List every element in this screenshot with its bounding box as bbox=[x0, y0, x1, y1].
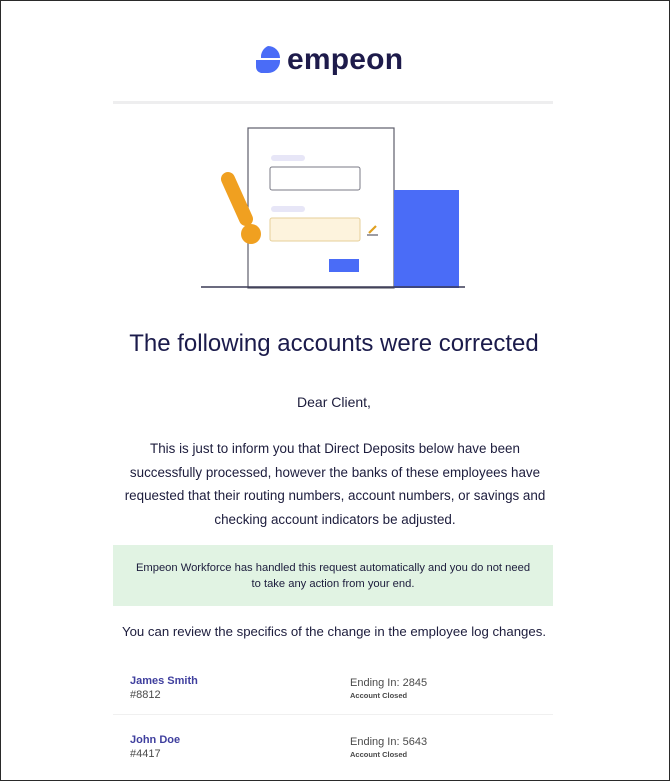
greeting: Dear Client, bbox=[297, 394, 371, 410]
empeon-logo-icon bbox=[255, 45, 281, 75]
row-divider bbox=[113, 714, 553, 715]
blue-block bbox=[394, 190, 459, 288]
account-status: Account Closed bbox=[350, 691, 408, 700]
form-label-line-1 bbox=[271, 155, 305, 161]
form-label-line-2 bbox=[271, 206, 305, 212]
account-ending: Ending In: 2845 bbox=[350, 677, 428, 689]
form-input-2 bbox=[270, 218, 360, 241]
account-ending: Ending In: 5643 bbox=[350, 736, 428, 748]
account-status: Account Closed bbox=[350, 750, 408, 759]
form-card bbox=[248, 128, 394, 288]
notice-text: Empeon Workforce has handled this request automatically and you do not need to take any action from your end. bbox=[135, 561, 531, 590]
brand-name: empeon bbox=[287, 43, 404, 76]
review-text: You can review the specifics of the change in the employee log changes. bbox=[122, 624, 546, 639]
employee-number: #8812 bbox=[130, 689, 161, 701]
form-input-1 bbox=[270, 167, 360, 190]
header-divider bbox=[113, 101, 553, 104]
employee-name[interactable]: John Doe bbox=[130, 734, 181, 746]
notice-banner bbox=[113, 545, 553, 606]
employee-number: #4417 bbox=[130, 748, 161, 760]
body-paragraph: This is just to inform you that Direct Deposits below have been successfully processed, however the banks of these employees have requested that their routing numbers, account numbers, or savings and checking account indicators be adjusted. bbox=[124, 441, 546, 527]
form-submit-button bbox=[329, 259, 359, 272]
email-heading: The following accounts were corrected bbox=[129, 330, 539, 357]
form-illustration bbox=[195, 122, 470, 292]
empeon-logo bbox=[255, 45, 403, 75]
employee-name[interactable]: James Smith bbox=[130, 675, 198, 687]
